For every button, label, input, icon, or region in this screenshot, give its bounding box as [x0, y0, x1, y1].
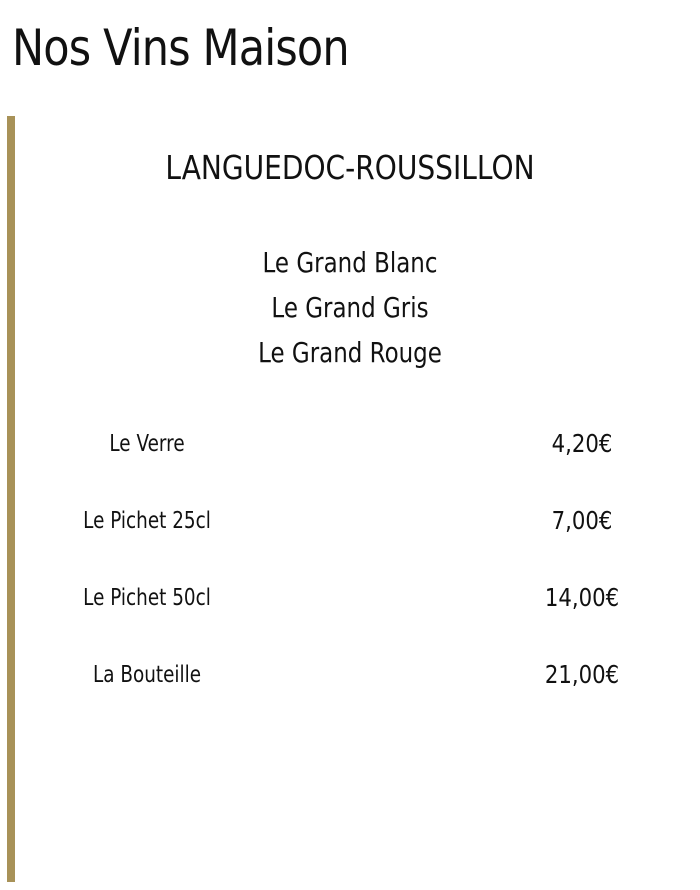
- page-title: Nos Vins Maison: [12, 19, 349, 77]
- wine-list: [63, 240, 637, 375]
- serving-label: Le Verre: [109, 431, 185, 457]
- price-list: [0, 418, 700, 726]
- serving-price: 7,00€: [551, 506, 613, 535]
- wine-name: Le Grand Gris: [271, 291, 429, 324]
- wine-name: Le Grand Rouge: [258, 336, 442, 369]
- price-row: [0, 495, 700, 572]
- region-heading: LANGUEDOC-ROUSSILLON: [165, 148, 535, 187]
- serving-price: 14,00€: [544, 583, 620, 612]
- serving-label: Le Pichet 25cl: [83, 508, 211, 534]
- price-row: [0, 572, 700, 649]
- wine-name: Le Grand Blanc: [262, 246, 438, 279]
- serving-label: Le Pichet 50cl: [83, 585, 211, 611]
- price-row: [0, 418, 700, 495]
- serving-price: 4,20€: [551, 429, 613, 458]
- price-row: [0, 649, 700, 726]
- serving-price: 21,00€: [544, 660, 620, 689]
- serving-label: La Bouteille: [92, 662, 202, 688]
